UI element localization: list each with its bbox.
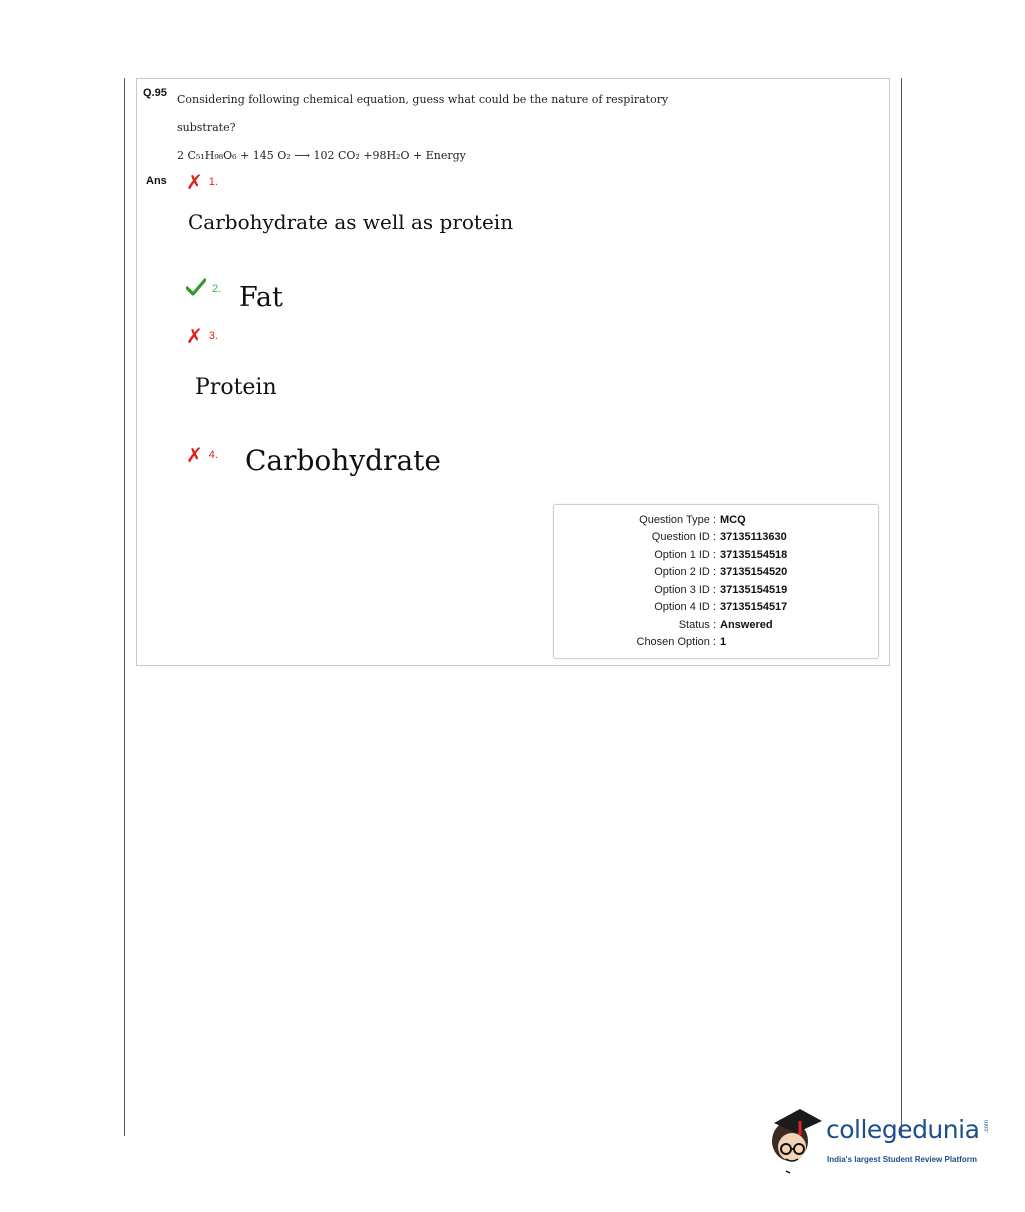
right-border-line — [901, 78, 902, 1138]
answer-label: Ans — [146, 175, 167, 187]
info-row-option-2-id: Option 2 ID : 37135154520 — [654, 566, 788, 578]
option-4-number: 4. — [208, 449, 218, 461]
mascot-icon — [766, 1105, 826, 1175]
option-1-marker — [186, 172, 218, 192]
chemical-equation: 2 C₅₁H₉₈O₆ + 145 O₂ ⟶ 102 CO₂ +98H₂O + Energy — [177, 149, 466, 162]
info-row-option-4-id: Option 4 ID : 37135154517 — [654, 601, 788, 613]
info-row-option-3-id: Option 3 ID : 37135154519 — [654, 584, 788, 596]
question-text-line1: Considering following chemical equation, guess what could be the nature of respiratory — [177, 93, 669, 106]
cross-icon: ✗ — [186, 170, 203, 194]
left-border-line — [124, 78, 125, 1136]
option-2-text: Fat — [239, 282, 283, 313]
cross-icon: ✗ — [186, 443, 203, 467]
logo-tagline: India's largest Student Review Platform — [827, 1155, 977, 1164]
info-row-status: Status : Answered — [678, 619, 773, 631]
question-text-line2: substrate? — [177, 121, 236, 134]
info-row-option-1-id: Option 1 ID : 37135154518 — [654, 549, 788, 561]
cross-icon: ✗ — [186, 324, 203, 348]
collegedunia-logo — [766, 1105, 996, 1175]
logo-suffix: .com — [984, 1119, 990, 1133]
option-4-text: Carbohydrate — [245, 444, 441, 477]
option-1-number: 1. — [208, 176, 218, 188]
option-2-number: 2. — [212, 282, 222, 295]
question-number: Q.95 — [143, 87, 167, 99]
info-row-chosen-option: Chosen Option : 1 — [636, 636, 727, 648]
option-1-text: Carbohydrate as well as protein — [188, 210, 514, 234]
info-row-question-type: Question Type : MCQ — [639, 514, 746, 526]
option-2-marker — [186, 278, 221, 299]
check-icon — [186, 278, 206, 299]
option-3-text: Protein — [195, 375, 277, 400]
logo-name: collegedunia — [826, 1115, 980, 1144]
option-3-marker — [186, 326, 218, 346]
option-4-marker — [186, 445, 218, 465]
option-3-number: 3. — [208, 330, 218, 342]
question-info-box — [553, 504, 879, 659]
info-row-question-id: Question ID : 37135113630 — [651, 531, 787, 543]
